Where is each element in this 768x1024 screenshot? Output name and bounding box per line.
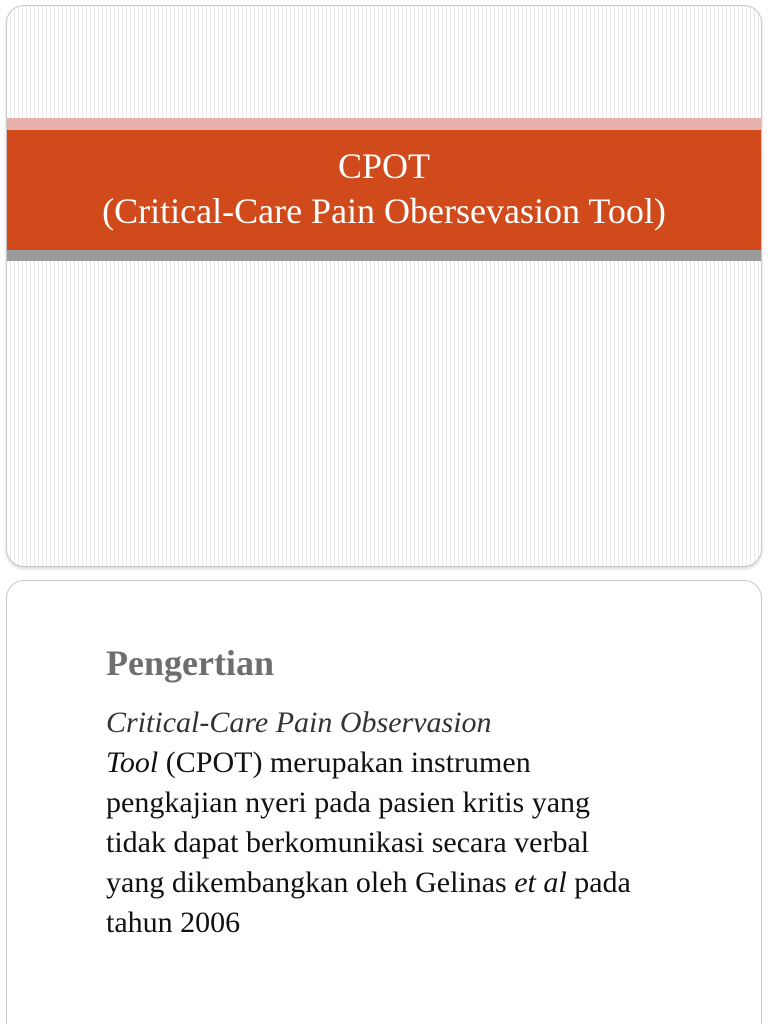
definition-line-3: pengkajian nyeri pada pasien kritis yang [106,786,591,819]
definition-line-5-start: yang dikembangkan oleh Gelinas [106,866,515,899]
top-accent-band [7,118,761,130]
definition-line-5-end: pada [566,866,631,899]
definition-line-6: tahun 2006 [106,906,241,939]
definition-line-5 [106,863,726,903]
definition-line-1: Critical-Care Pain Observasion [106,706,492,739]
slide-title [7,144,761,234]
definition-term-tool: Tool [106,746,159,779]
definition-line-2-rest: (CPOT) merupakan instrumen [158,746,531,779]
definition-paragraph [106,703,726,943]
definition-line-2 [106,743,726,783]
slide-title-line1: CPOT [337,146,431,186]
title-slide [6,5,762,567]
content-slide [6,580,762,1024]
definition-et-al: et al [514,866,567,899]
slide-title-line2: (Critical-Care Pain Obersevasion Tool) [102,191,666,231]
section-heading: Pengertian [106,643,274,683]
definition-line-4: tidak dapat berkomunikasi secara verbal [106,826,590,859]
bottom-accent-band [7,250,761,261]
